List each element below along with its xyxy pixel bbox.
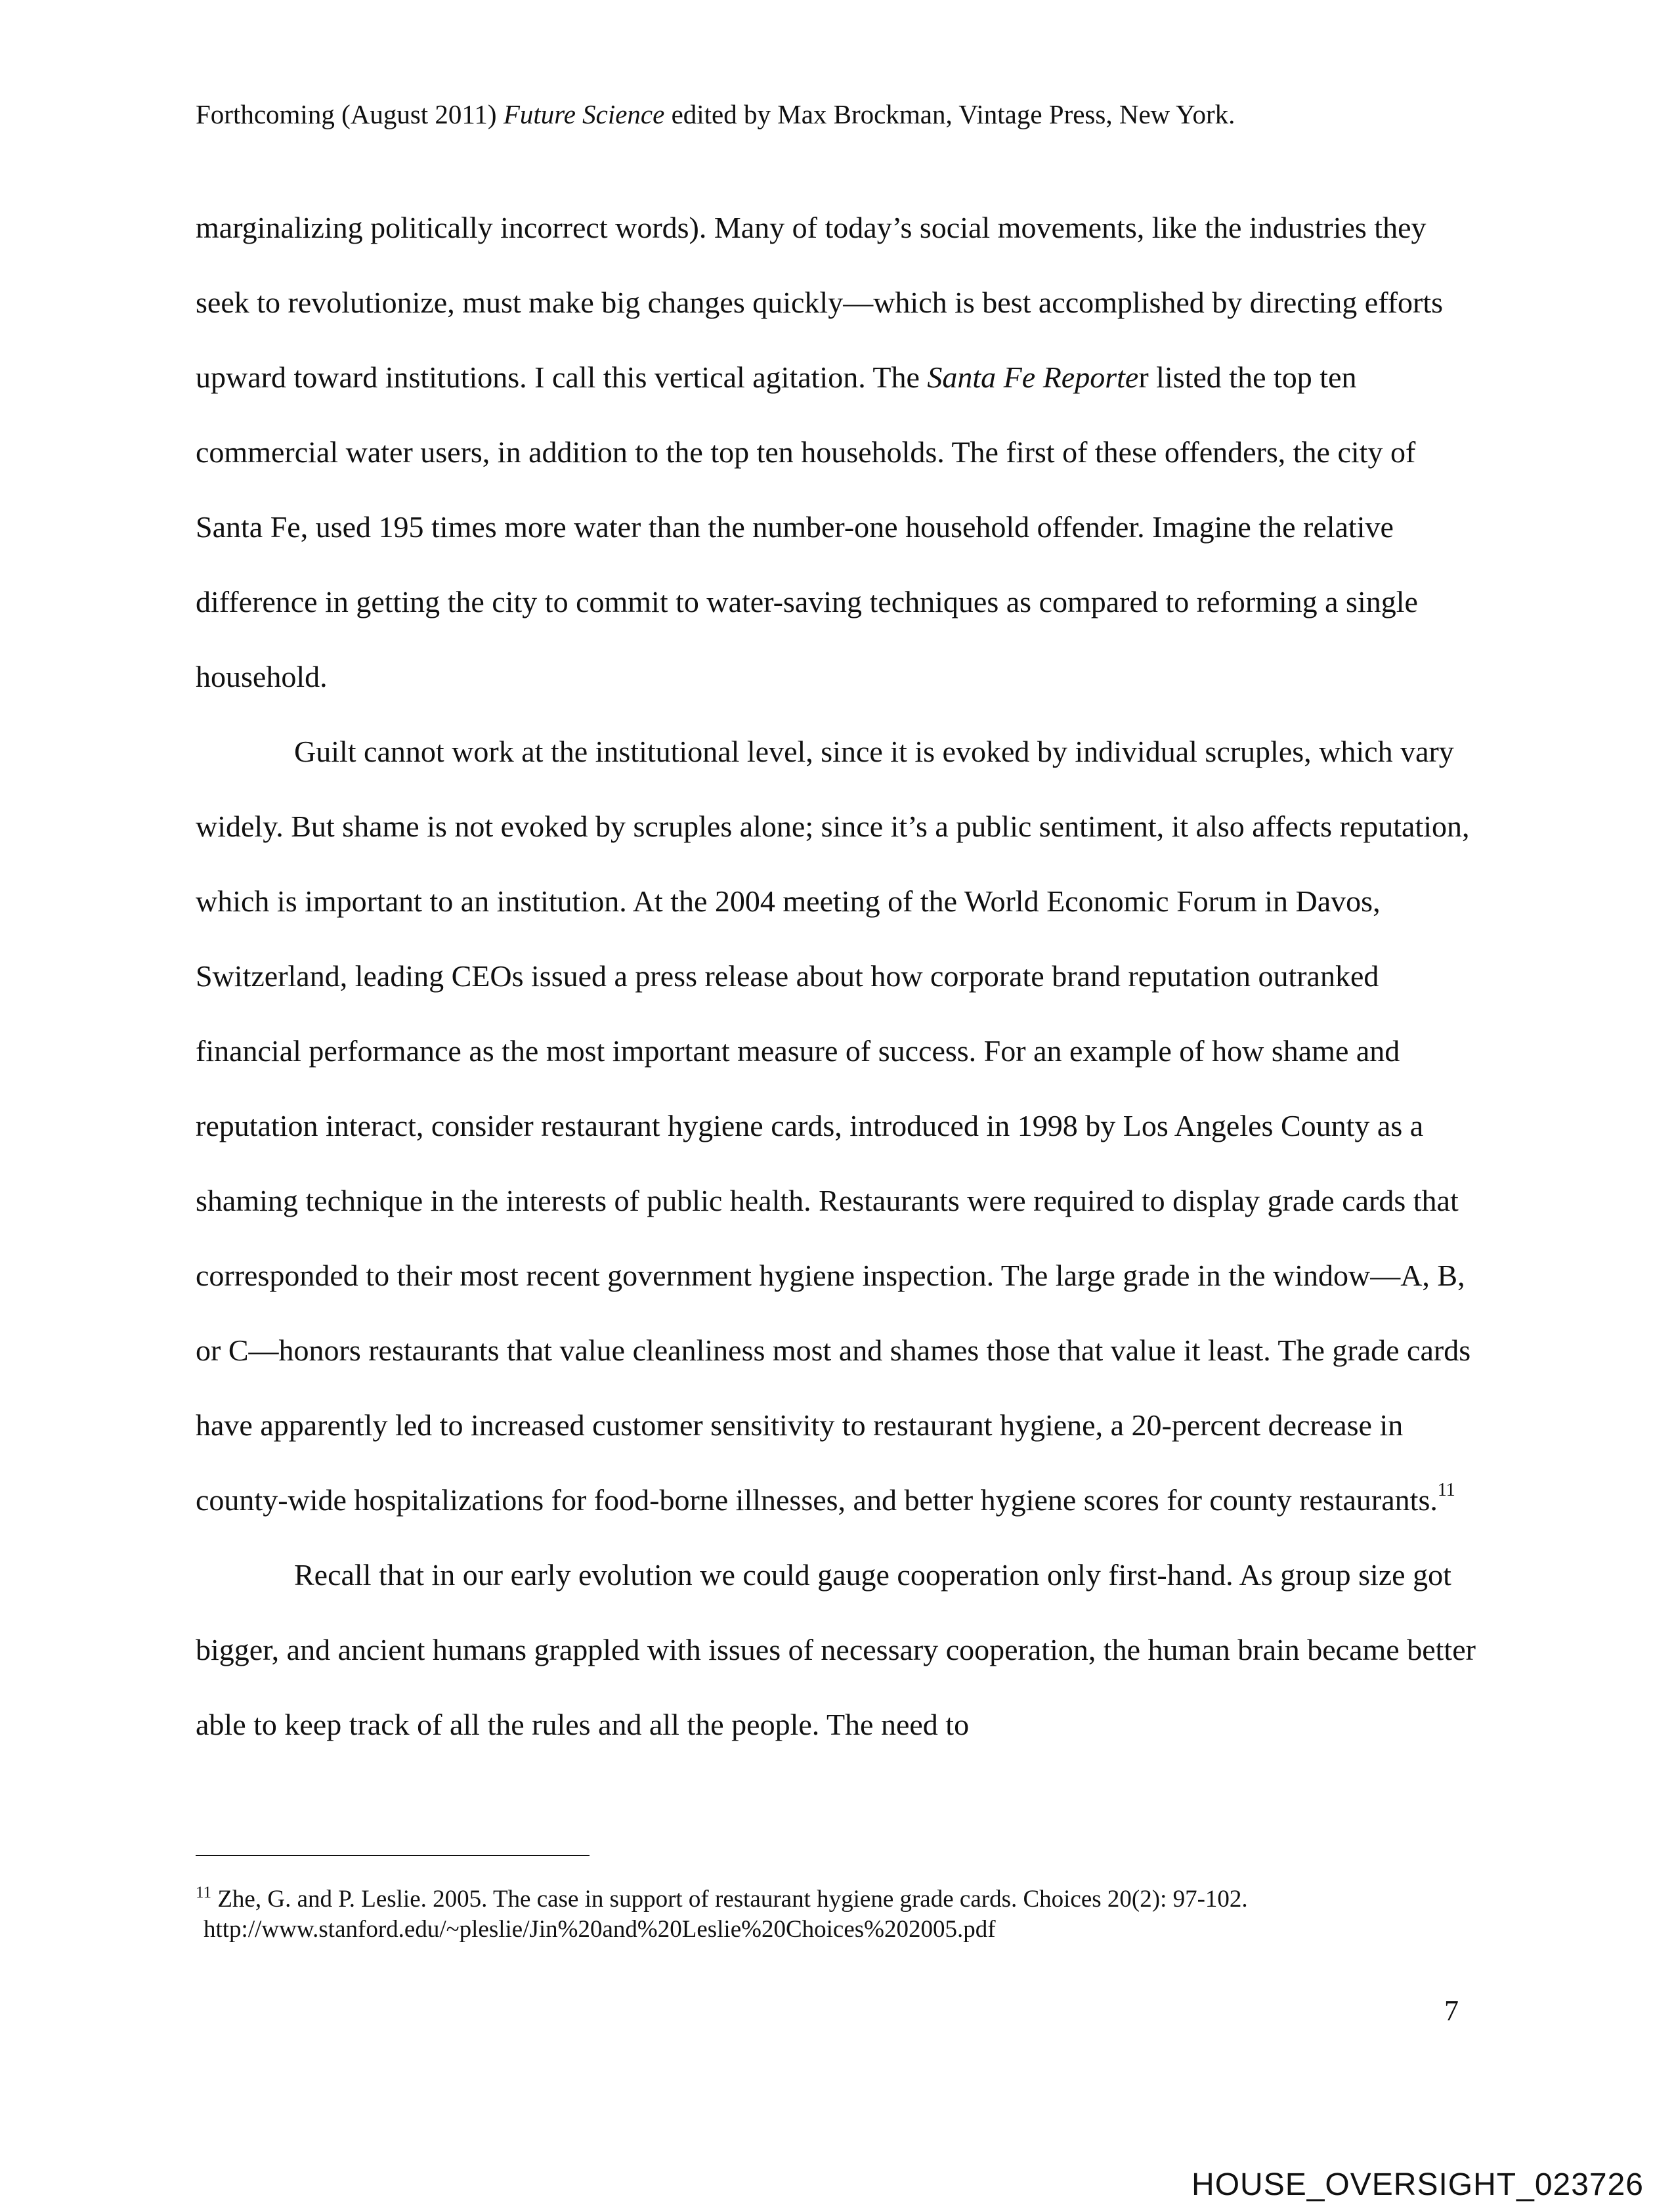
footnote-url: http://www.stanford.edu/~pleslie/Jin%20and%20Leslie%20Choices%202005.pdf	[204, 1916, 996, 1943]
header-prefix: Forthcoming (August 2011)	[196, 99, 504, 129]
footnote-text: Zhe, G. and P. Leslie. 2005. The case in support of restaurant hygiene grade cards. Choices 20(2): 97-102.	[211, 1886, 1248, 1913]
bates-stamp: HOUSE_OVERSIGHT_023726	[1191, 2167, 1644, 2202]
footnote	[196, 1884, 1482, 1945]
header-suffix: edited by Max Brockman, Vintage Press, New York.	[664, 99, 1235, 129]
paragraph-1-italic-title: Santa Fe Reporte	[927, 360, 1139, 394]
paragraph-2	[196, 714, 1482, 1538]
paragraph-1-text-b: r listed the top ten commercial water users, in addition to the top ten households. The first of these offenders, the city of Santa Fe, used 195 times more water than the number-one household offender. Imagine the relative difference in getting the city to commit to water-saving techniques as compared to reforming a single household.	[196, 360, 1418, 693]
header-book-title: Future Science	[503, 99, 665, 129]
footnote-reference: 11	[1437, 1480, 1455, 1500]
footnote-number: 11	[196, 1884, 212, 1901]
footnote-separator	[196, 1855, 590, 1856]
paragraph-2-text: Guilt cannot work at the institutional level, since it is evoked by individual scruples, which vary widely. But shame is not evoked by scruples alone; since it’s a public sentiment, it also affects reputation, which is important to an institution. At the 2004 meeting of the World Economic Forum in Davos, Switzerland, leading CEOs issued a press release about how corporate brand reputation outranked financial performance as the most important measure of success. For an example of how shame and reputation interact, consider restaurant hygiene cards, introduced in 1998 by Los Angeles County as a shaming technique in the interests of public health. Restaurants were required to display grade cards that corresponded to their most recent government hygiene inspection. The large grade in the window—A, B, or C—honors restaurants that value cleanliness most and shames those that value it least. The grade cards have apparently led to increased customer sensitivity to restaurant hygiene, a 20-percent decrease in county-wide hospitalizations for food-borne illnesses, and better hygiene scores for county restaurants.	[196, 735, 1471, 1517]
paragraph-1	[196, 190, 1482, 714]
paragraph-3	[196, 1538, 1482, 1762]
running-header	[196, 96, 1509, 133]
paragraph-3-text: Recall that in our early evolution we could gauge cooperation only first-hand. As group size got bigger, and ancient humans grappled with issues of necessary cooperation, the human brain became better able to keep track of all the rules and all the people. The need to	[196, 1558, 1476, 1741]
page-number: 7	[1444, 1995, 1459, 2027]
body-text	[196, 190, 1482, 1762]
paragraph-1-text-a: marginalizing politically incorrect words). Many of today’s social movements, like the industries they seek to revolutionize, must make big changes quickly—which is best accomplished by directing efforts upward toward institutions. I call this vertical agitation. The	[196, 211, 1444, 394]
